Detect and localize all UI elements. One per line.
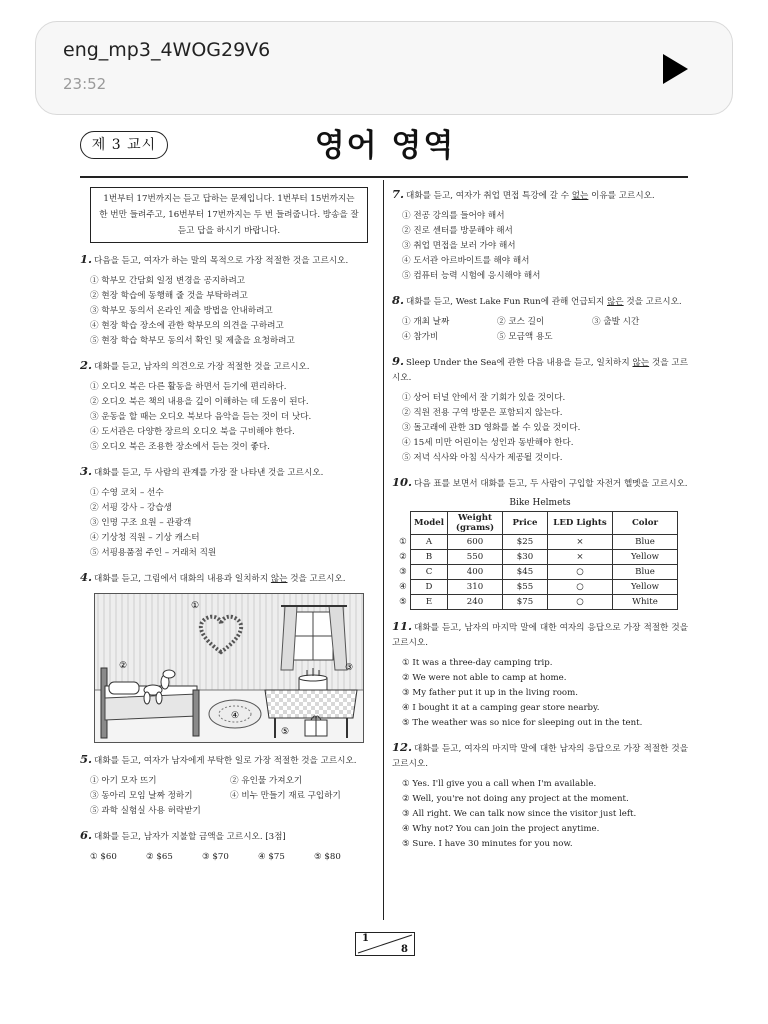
- cell-led: ×: [548, 550, 613, 565]
- question-stem-underline: 없는: [571, 191, 589, 201]
- option-1[interactable]: ① 수영 코치 – 선수: [90, 488, 164, 498]
- cell-color: Blue: [613, 535, 678, 550]
- question-10: [392, 475, 688, 610]
- question-number: 9.: [392, 354, 405, 368]
- bedroom-drawing: [95, 594, 363, 742]
- option-5[interactable]: ⑤ 현장 학습 학부모 동의서 확인 및 제출을 요청하려고: [90, 336, 295, 346]
- cell-price: $45: [503, 565, 548, 580]
- option-1[interactable]: ① 학부모 간담회 일정 변경을 공지하려고: [90, 276, 246, 286]
- option-5[interactable]: ⑤ $80: [314, 852, 341, 862]
- option-4[interactable]: ④ 도서관은 다양한 장르의 오디오 북을 구비해야 한다.: [90, 427, 295, 437]
- cell-led: ×: [548, 535, 613, 550]
- option-1[interactable]: ① 아기 모자 뜨기: [90, 776, 157, 786]
- col-model: Model: [411, 512, 448, 535]
- question-number: 11.: [392, 619, 413, 633]
- option-3[interactable]: ③ My father put it up in the living room.: [402, 688, 578, 698]
- option-1[interactable]: ① $60: [90, 852, 117, 862]
- option-4[interactable]: ④ $75: [258, 852, 285, 862]
- question-stem: 대화를 듣고, 남자의 마지막 말에 대한 여자의 응답으로 가장 적절한 것을 고르시오.: [392, 623, 688, 648]
- question-11: [392, 619, 688, 731]
- question-stem-end: 것을 고르시오.: [623, 297, 682, 307]
- option-2[interactable]: ② 진로 센터를 방문해야 해서: [402, 226, 513, 236]
- question-3: [80, 464, 378, 561]
- question-stem: Sleep Under the Sea에 관한 다음 내용을 듣고, 일치하지: [406, 358, 633, 368]
- question-number: 7.: [392, 187, 405, 201]
- option-1[interactable]: ① 전공 강의를 들어야 해서: [402, 211, 505, 221]
- option-4[interactable]: ④ 기상청 직원 – 기상 캐스터: [90, 533, 200, 543]
- page-title: 영어 영역: [314, 128, 456, 164]
- option-2[interactable]: ② 오디오 북은 책의 내용을 깊이 이해하는 데 도움이 된다.: [90, 397, 309, 407]
- option-1[interactable]: ① It was a three-day camping trip.: [402, 658, 553, 668]
- table-header-row: [396, 512, 678, 535]
- option-2[interactable]: ② We were not able to camp at home.: [402, 673, 567, 683]
- table-corner: [396, 512, 411, 535]
- cell-led: ○: [548, 565, 613, 580]
- question-stem-end: 것을 고르시오.: [392, 358, 688, 383]
- cell-led: ○: [548, 595, 613, 610]
- option-5[interactable]: ⑤ The weather was so nice for sleeping out in the tent.: [402, 718, 643, 728]
- instructions-box: 1번부터 17번까지는 듣고 답하는 문제입니다. 1번부터 15번까지는 한 번만 들려주고, 16번부터 17번까지는 두 번 들려줍니다. 방송을 잘 듣고 답을 하시기 바랍니다.: [90, 187, 368, 243]
- question-number: 3.: [80, 464, 93, 478]
- picture-label-4: ④: [231, 711, 240, 721]
- table-row[interactable]: [396, 535, 678, 550]
- cell-model: B: [411, 550, 448, 565]
- cell-color: Yellow: [613, 580, 678, 595]
- option-1[interactable]: ① 상어 터널 안에서 잘 기회가 있을 것이다.: [402, 393, 566, 403]
- col-led: LED Lights: [548, 512, 613, 535]
- question-stem-end: 것을 고르시오.: [287, 574, 346, 584]
- helmet-table: [396, 511, 678, 610]
- option-2[interactable]: ② 유인물 가져오기: [230, 776, 303, 786]
- option-3[interactable]: ③ 출발 시간: [592, 317, 640, 327]
- option-4[interactable]: ④ I bought it at a camping gear store nearby.: [402, 703, 600, 713]
- cell-price: $55: [503, 580, 548, 595]
- row-option-mark: ⑤: [399, 597, 407, 607]
- question-stem: 대화를 듣고, 여자가 남자에게 부탁한 일로 가장 적절한 것을 고르시오.: [94, 756, 357, 766]
- option-3[interactable]: ③ 취업 면접을 보러 가야 해서: [402, 241, 516, 251]
- bedroom-illustration: [94, 593, 364, 743]
- question-number: 1.: [80, 252, 93, 266]
- question-2: [80, 358, 378, 455]
- cell-color: Yellow: [613, 550, 678, 565]
- option-4[interactable]: ④ 도서관 아르바이트를 해야 해서: [402, 256, 530, 266]
- question-4: [80, 570, 378, 743]
- table-row[interactable]: [396, 565, 678, 580]
- question-stem: 대화를 듣고, 여자의 마지막 말에 대한 남자의 응답으로 가장 적절한 것을 고르시오.: [392, 744, 688, 769]
- question-stem-end: 이유를 고르시오.: [588, 191, 655, 201]
- cell-color: Blue: [613, 565, 678, 580]
- cell-weight: 550: [448, 550, 503, 565]
- audio-filename: eng_mp3_4WOG29V6: [63, 39, 271, 61]
- col-price: Price: [503, 512, 548, 535]
- option-2[interactable]: ② Well, you're not doing any project at the moment.: [402, 794, 629, 804]
- option-5[interactable]: ⑤ 컴퓨터 능력 시험에 응시해야 해서: [402, 271, 541, 281]
- option-1[interactable]: ① 오디오 북은 다른 활동을 하면서 듣기에 편리하다.: [90, 382, 287, 392]
- right-column: [392, 187, 688, 852]
- question-stem-underline: 않은: [607, 297, 624, 307]
- cell-weight: 240: [448, 595, 503, 610]
- question-stem: 대화를 듣고, 남자가 지불할 금액을 고르시오. [3점]: [94, 832, 286, 842]
- question-number: 5.: [80, 752, 93, 766]
- option-4[interactable]: ④ 참가비: [402, 332, 439, 342]
- question-stem: 다음 표를 보면서 대화를 듣고, 두 사람이 구입할 자전거 헬멧을 고르시오.: [414, 479, 688, 489]
- option-1[interactable]: ① 개최 날짜: [402, 317, 450, 327]
- header-rule: [80, 176, 688, 178]
- question-number: 6.: [80, 828, 93, 842]
- cell-led: ○: [548, 580, 613, 595]
- option-4[interactable]: ④ 비누 만들기 재료 구입하기: [230, 791, 341, 801]
- option-4[interactable]: ④ Why not? You can join the project anytime.: [402, 824, 600, 834]
- question-number: 2.: [80, 358, 93, 372]
- question-number: 8.: [392, 293, 405, 307]
- left-column: [80, 187, 378, 865]
- row-option-mark: ①: [399, 537, 407, 547]
- question-stem-underline: 않는: [270, 574, 288, 584]
- question-5: [80, 752, 378, 819]
- option-2[interactable]: ② 코스 길이: [497, 317, 545, 327]
- option-2[interactable]: ② 현장 학습에 동행해 줄 것을 부탁하려고: [90, 291, 248, 301]
- col-color: Color: [613, 512, 678, 535]
- option-3[interactable]: ③ 인명 구조 요원 – 관광객: [90, 518, 192, 528]
- cell-color: White: [613, 595, 678, 610]
- table-row[interactable]: [396, 580, 678, 595]
- table-title: Bike Helmets: [509, 498, 571, 508]
- option-5[interactable]: ⑤ 모금액 용도: [497, 332, 553, 342]
- question-stem: 다음을 듣고, 여자가 하는 말의 목적으로 가장 적절한 것을 고르시오.: [94, 256, 349, 266]
- option-3[interactable]: ③ $70: [202, 852, 229, 862]
- table-row[interactable]: [396, 595, 678, 610]
- option-3[interactable]: ③ All right. We can talk now since the visitor just left.: [402, 809, 637, 819]
- cell-weight: 310: [448, 580, 503, 595]
- cell-price: $75: [503, 595, 548, 610]
- question-number: 4.: [80, 570, 93, 584]
- question-12: [392, 740, 688, 852]
- row-option-mark: ④: [399, 582, 407, 592]
- picture-label-3: ③: [345, 663, 354, 673]
- row-option-mark: ③: [399, 567, 407, 577]
- question-stem: 대화를 듣고, 남자의 의견으로 가장 적절한 것을 고르시오.: [94, 362, 310, 372]
- question-6: [80, 828, 378, 865]
- cell-weight: 400: [448, 565, 503, 580]
- cell-model: A: [411, 535, 448, 550]
- picture-label-5: ⑤: [281, 727, 290, 737]
- audio-time: 23:52: [63, 75, 107, 93]
- page-current: 1: [362, 933, 369, 944]
- option-3[interactable]: ③ 동아리 모임 날짜 정하기: [90, 791, 193, 801]
- option-3[interactable]: ③ 학부모 동의서 온라인 제출 방법을 안내하려고: [90, 306, 273, 316]
- cell-price: $30: [503, 550, 548, 565]
- period-badge: 제 3 교시: [80, 131, 168, 159]
- question-1: [80, 252, 378, 349]
- option-2[interactable]: ② $65: [146, 852, 173, 862]
- cell-model: E: [411, 595, 448, 610]
- cell-weight: 600: [448, 535, 503, 550]
- question-stem: 대화를 듣고, 두 사람의 관계를 가장 잘 나타낸 것을 고르시오.: [94, 468, 324, 478]
- page-indicator: [355, 932, 415, 956]
- option-4[interactable]: ④ 현장 학습 장소에 관한 학부모의 의견을 구하려고: [90, 321, 284, 331]
- option-2[interactable]: ② 서핑 강사 – 강습생: [90, 503, 172, 513]
- question-8: [392, 293, 688, 345]
- page-total: 8: [401, 944, 408, 955]
- cell-price: $25: [503, 535, 548, 550]
- option-2[interactable]: ② 직원 전용 구역 방문은 포함되지 않는다.: [402, 408, 563, 418]
- option-5[interactable]: ⑤ 오디오 북은 조용한 장소에서 듣는 것이 좋다.: [90, 442, 270, 452]
- row-option-mark: ②: [399, 552, 407, 562]
- cell-model: C: [411, 565, 448, 580]
- question-7: [392, 187, 688, 284]
- question-stem: 대화를 듣고, West Lake Fun Run에 관해 언급되지: [406, 297, 607, 307]
- question-stem: 대화를 듣고, 그림에서 대화의 내용과 일치하지: [94, 574, 271, 584]
- column-divider: [383, 180, 384, 920]
- option-5[interactable]: ⑤ 과학 실험실 사용 허락받기: [90, 806, 201, 816]
- option-4[interactable]: ④ 15세 미만 어린이는 성인과 동반해야 한다.: [402, 438, 574, 448]
- option-3[interactable]: ③ 돌고래에 관한 3D 영화를 볼 수 있을 것이다.: [402, 423, 581, 433]
- question-stem: 대화를 듣고, 여자가 취업 면접 특강에 갈 수: [406, 191, 572, 201]
- option-5[interactable]: ⑤ 저녁 식사와 아침 식사가 제공될 것이다.: [402, 453, 563, 463]
- cell-model: D: [411, 580, 448, 595]
- option-1[interactable]: ① Yes. I'll give you a call when I'm available.: [402, 779, 597, 789]
- question-9: [392, 354, 688, 466]
- option-5[interactable]: ⑤ 서핑용품점 주인 – 거래처 직원: [90, 548, 217, 558]
- question-stem-underline: 않는: [632, 358, 650, 368]
- table-row[interactable]: [396, 550, 678, 565]
- picture-label-1: ①: [191, 601, 200, 611]
- question-number: 10.: [392, 475, 413, 489]
- col-weight: Weight (grams): [448, 512, 503, 535]
- option-3[interactable]: ③ 운동을 할 때는 오디오 북보다 음악을 듣는 것이 더 낫다.: [90, 412, 312, 422]
- question-number: 12.: [392, 740, 413, 754]
- picture-label-2: ②: [119, 661, 128, 671]
- option-5[interactable]: ⑤ Sure. I have 30 minutes for you now.: [402, 839, 573, 849]
